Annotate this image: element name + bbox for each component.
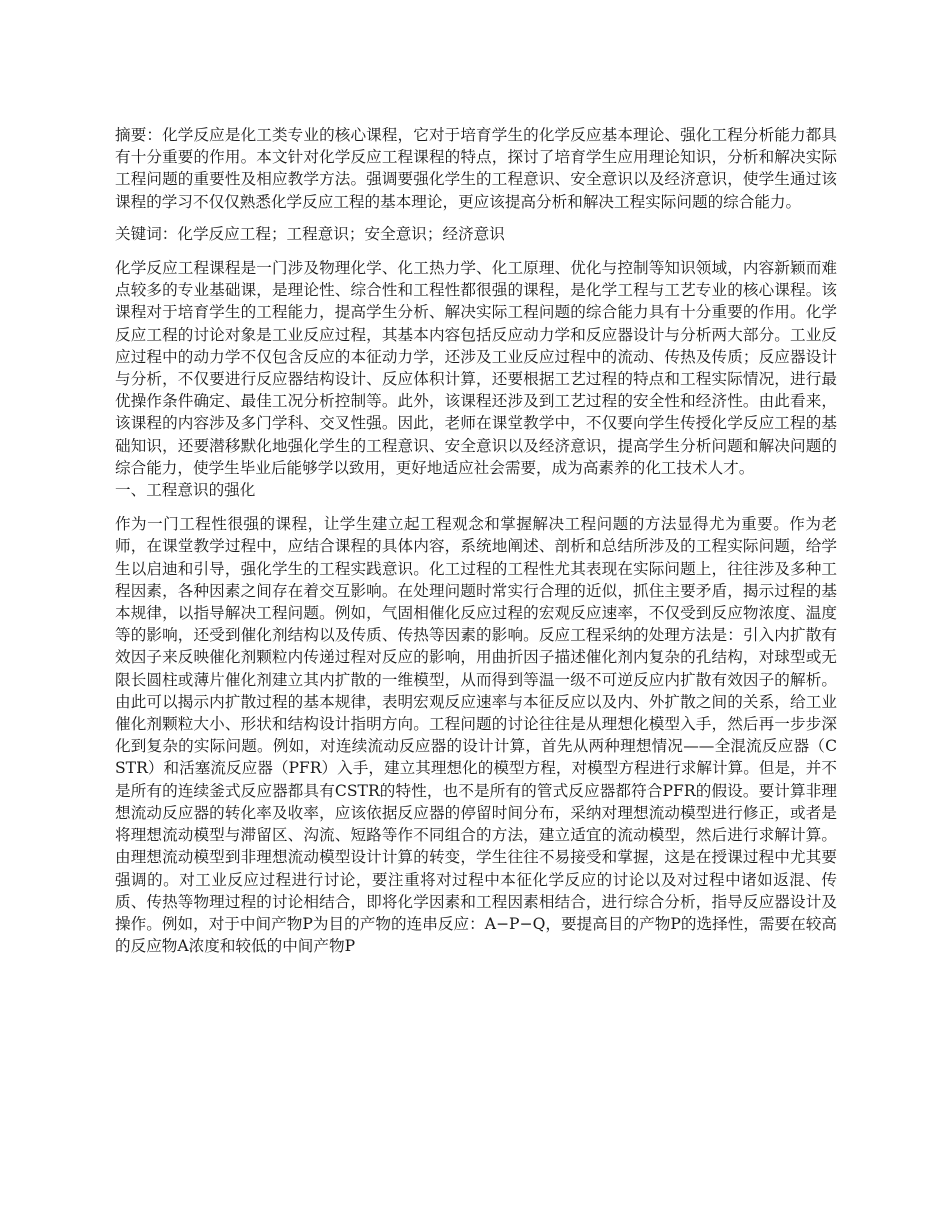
section-heading: 一、工程意识的强化: [115, 481, 256, 500]
document-page: [115, 124, 837, 957]
keywords-paragraph: 关键词：化学反应工程；工程意识；安全意识；经济意识: [115, 224, 505, 243]
intro-paragraph: 化学反应工程课程是一门涉及物理化学、化工热力学、化工原理、优化与控制等知识领域，内容新颖而难点较多的专业基础课，是理论性、综合性和工程性都很强的课程，是化学工程与工艺专业的核心课程。该课程对于培育学生的工程能力，提高学生分析、解决实际工程问题的综合能力具有十分重要的作用。化学反应工程的讨论对象是工业反应过程，其基本内容包括反应动力学和反应器设计与分析两大部分。工业反应过程中的动力学不仅包含反应的本征动力学，还涉及工业反应过程中的流动、传热及传质；反应器设计与分析，不仅要进行反应器结构设计、反应体积计算，还要根据工艺过程的特点和工程实际情况，进行最优操作条件确定、最佳工况分析控制等。此外，该课程还涉及到工艺过程的安全性和经济性。由此看来，该课程的内容涉及多门学科、交叉性强。因此，老师在课堂教学中，不仅要向学生传授化学反应工程的基础知识，还要潜移默化地强化学生的工程意识、安全意识以及经济意识，提高学生分析问题和解决问题的综合能力，使学生毕业后能够学以致用，更好地适应社会需要，成为高素养的化工技术人才。: [115, 259, 837, 477]
abstract-paragraph: 摘要：化学反应是化工类专业的核心课程，它对于培育学生的化学反应基本理论、强化工程分析能力都具有十分重要的作用。本文针对化学反应工程课程的特点，探讨了培育学生应用理论知识，分析和解决实际工程问题的重要性及相应教学方法。强调要强化学生的工程意识、安全意识以及经济意识，使学生通过该课程的学习不仅仅熟悉化学反应工程的基本理论，更应该提高分析和解决工程实际问题的综合能力。: [115, 126, 837, 211]
section-body-paragraph: 作为一门工程性很强的课程，让学生建立起工程观念和掌握解决工程问题的方法显得尤为重要。作为老师，在课堂教学过程中，应结合课程的具体内容，系统地阐述、剖析和总结所涉及的工程实际问题，给学生以启迪和引导，强化学生的工程实践意识。化工过程的工程性尤其表现在实际问题上，往往涉及多种工程因素，各种因素之间存在着交互影响。在处理问题时常实行合理的近似，抓住主要矛盾，揭示过程的基本规律，以指导解决工程问题。例如，气固相催化反应过程的宏观反应速率，不仅受到反应物浓度、温度等的影响，还受到催化剂结构以及传质、传热等因素的影响。反应工程采纳的处理方法是：引入内扩散有效因子来反映催化剂颗粒内传递过程对反应的影响，用曲折因子描述催化剂内复杂的孔结构，对球型或无限长圆柱或薄片催化剂建立其内扩散的一维模型，从而得到等温一级不可逆反应内扩散有效因子的解析。由此可以揭示内扩散过程的基本规律，表明宏观反应速率与本征反应以及内、外扩散之间的关系，给工业催化剂颗粒大小、形状和结构设计指明方向。工程问题的讨论往往是从理想化模型入手，然后再一步步深化到复杂的实际问题。例如，对连续流动反应器的设计计算，首先从两种理想情况——全混流反应器（CSTR）和活塞流反应器（PFR）入手，建立其理想化的模型方程，对模型方程进行求解计算。但是，并不是所有的连续釜式反应器都具有CSTR的特性，也不是所有的管式反应器都符合PFR的假设。要计算非理想流动反应器的转化率及收率，应该依据反应器的停留时间分布，采纳对理想流动模型进行修正，或者是将理想流动模型与滞留区、沟流、短路等作不同组合的方法，建立适宜的流动模型，然后进行求解计算。由理想流动模型到非理想流动模型设计计算的转变，学生往往不易接受和掌握，这是在授课过程中尤其要强调的。对工业反应过程进行讨论，要注重将对过程中本征化学反应的讨论以及对过程中诸如返混、传质、传热等物理过程的讨论相结合，即将化学因素和工程因素相结合，进行综合分析，指导反应器设计及操作。例如，对于中间产物P为目的产物的连串反应：A−P−Q，要提高目的产物P的选择性，需要在较高的反应物A浓度和较低的中间产物P: [115, 515, 837, 956]
